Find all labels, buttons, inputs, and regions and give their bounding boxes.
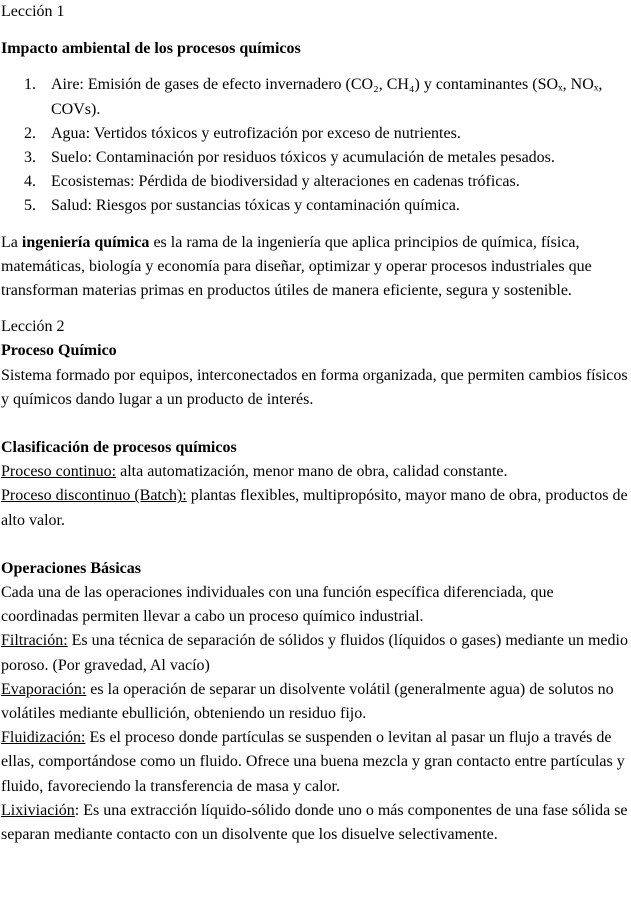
classification-term: Proceso discontinuo (Batch): — [1, 487, 187, 505]
operation-text: Es el proceso donde partículas se suspenden o levitan al pasar un flujo a través de ellas, comportándose como un fluido. Ofrece una buena mezcla y gran contacto entre partículas y fluido, favoreciendo la transferencia de masa y calor. — [1, 729, 625, 795]
process-title — [1, 339, 631, 363]
list-item — [24, 170, 631, 194]
list-text: Suelo: Contaminación por residuos tóxicos y acumulación de metales pesados. — [51, 149, 555, 167]
operation-item — [1, 678, 631, 726]
list-number: 5. — [24, 197, 36, 215]
operation-item — [1, 629, 631, 677]
operation-text: es la operación de separar un disolvente volátil (generalmente agua) de solutos no volátiles mediante ebullición, obteniendo un residuo fijo. — [1, 680, 614, 723]
classification-item — [1, 484, 631, 532]
operation-item — [1, 726, 631, 799]
operation-term: Filtración: — [1, 632, 68, 650]
list-item — [24, 146, 631, 170]
list-text: Agua: Vertidos tóxicos y eutrofización por exceso de nutrientes. — [51, 124, 461, 142]
list-text: Salud: Riesgos por sustancias tóxicas y contaminación química. — [51, 197, 460, 215]
operation-term: Evaporación: — [1, 680, 87, 698]
definition-text: es la rama de la ingeniería que aplica principios de química, física, matemáticas, biología y economía para diseñar, optimizar y operar procesos industriales que transforman materias primas en productos útiles de manera eficiente, segura y sostenible. — [1, 233, 592, 300]
operations-intro: Cada una de las operaciones individuales con una función específica diferenciada, que coordinadas permiten llevar a cabo un proceso químico industrial. — [1, 584, 554, 626]
environmental-impact-list — [1, 73, 631, 218]
operation-item — [1, 799, 631, 847]
spacer — [1, 533, 631, 557]
spacer — [1, 412, 631, 436]
list-item — [24, 122, 631, 146]
operation-text: : Es una extracción líquido-sólido donde uno o más componentes de una fase sólida se separan mediante contacto con un disolvente que los disuelve selectivamente. — [1, 801, 628, 844]
list-item — [24, 194, 631, 218]
list-number: 2. — [24, 124, 36, 142]
operation-term: Fluidización: — [1, 729, 86, 747]
operations-title-text: Operaciones Básicas — [1, 559, 141, 577]
operation-term: Lixiviación — [1, 801, 75, 819]
definition-term: ingeniería química — [21, 233, 150, 251]
operation-text: Es una técnica de separación de sólidos y fluidos (líquidos o gases) mediante un medio poroso. (Por gravedad, Al vacío) — [1, 632, 628, 674]
classification-text: alta automatización, menor mano de obra, calidad constante. — [116, 463, 508, 481]
list-number: 1. — [24, 76, 36, 94]
list-text: Ecosistemas: Pérdida de biodiversidad y alteraciones en cadenas tróficas. — [51, 173, 520, 191]
definition-prefix: La — [1, 233, 22, 251]
list-text: Aire: Emisión de gases de efecto invernadero (CO₂, CH₄) y contaminantes (SOₓ, NOₓ, COVs). — [51, 76, 603, 118]
classification-text: plantas flexibles, multipropósito, mayor mano de obra, productos de alto valor. — [1, 487, 628, 529]
lesson-1-label: Lección 1 — [1, 3, 65, 20]
list-number: 3. — [24, 149, 36, 167]
process-definition: Sistema formado por equipos, interconectados en forma organizada, que permiten cambios físicos y químicos dando lugar a un producto de interés. — [1, 366, 628, 408]
lesson-2-label: Lección 2 — [1, 318, 65, 336]
classification-item — [1, 460, 631, 484]
list-number: 4. — [24, 173, 36, 191]
list-item — [24, 73, 631, 121]
chemical-engineering-definition — [1, 231, 631, 304]
process-title-text: Proceso Químico — [1, 342, 117, 360]
classification-term: Proceso continuo: — [1, 463, 117, 481]
classification-title — [1, 436, 631, 460]
lesson-1-title: Impacto ambiental de los procesos químicos — [1, 40, 301, 58]
operations-title — [1, 557, 631, 581]
classification-title-text: Clasificación de procesos químicos — [1, 439, 237, 457]
